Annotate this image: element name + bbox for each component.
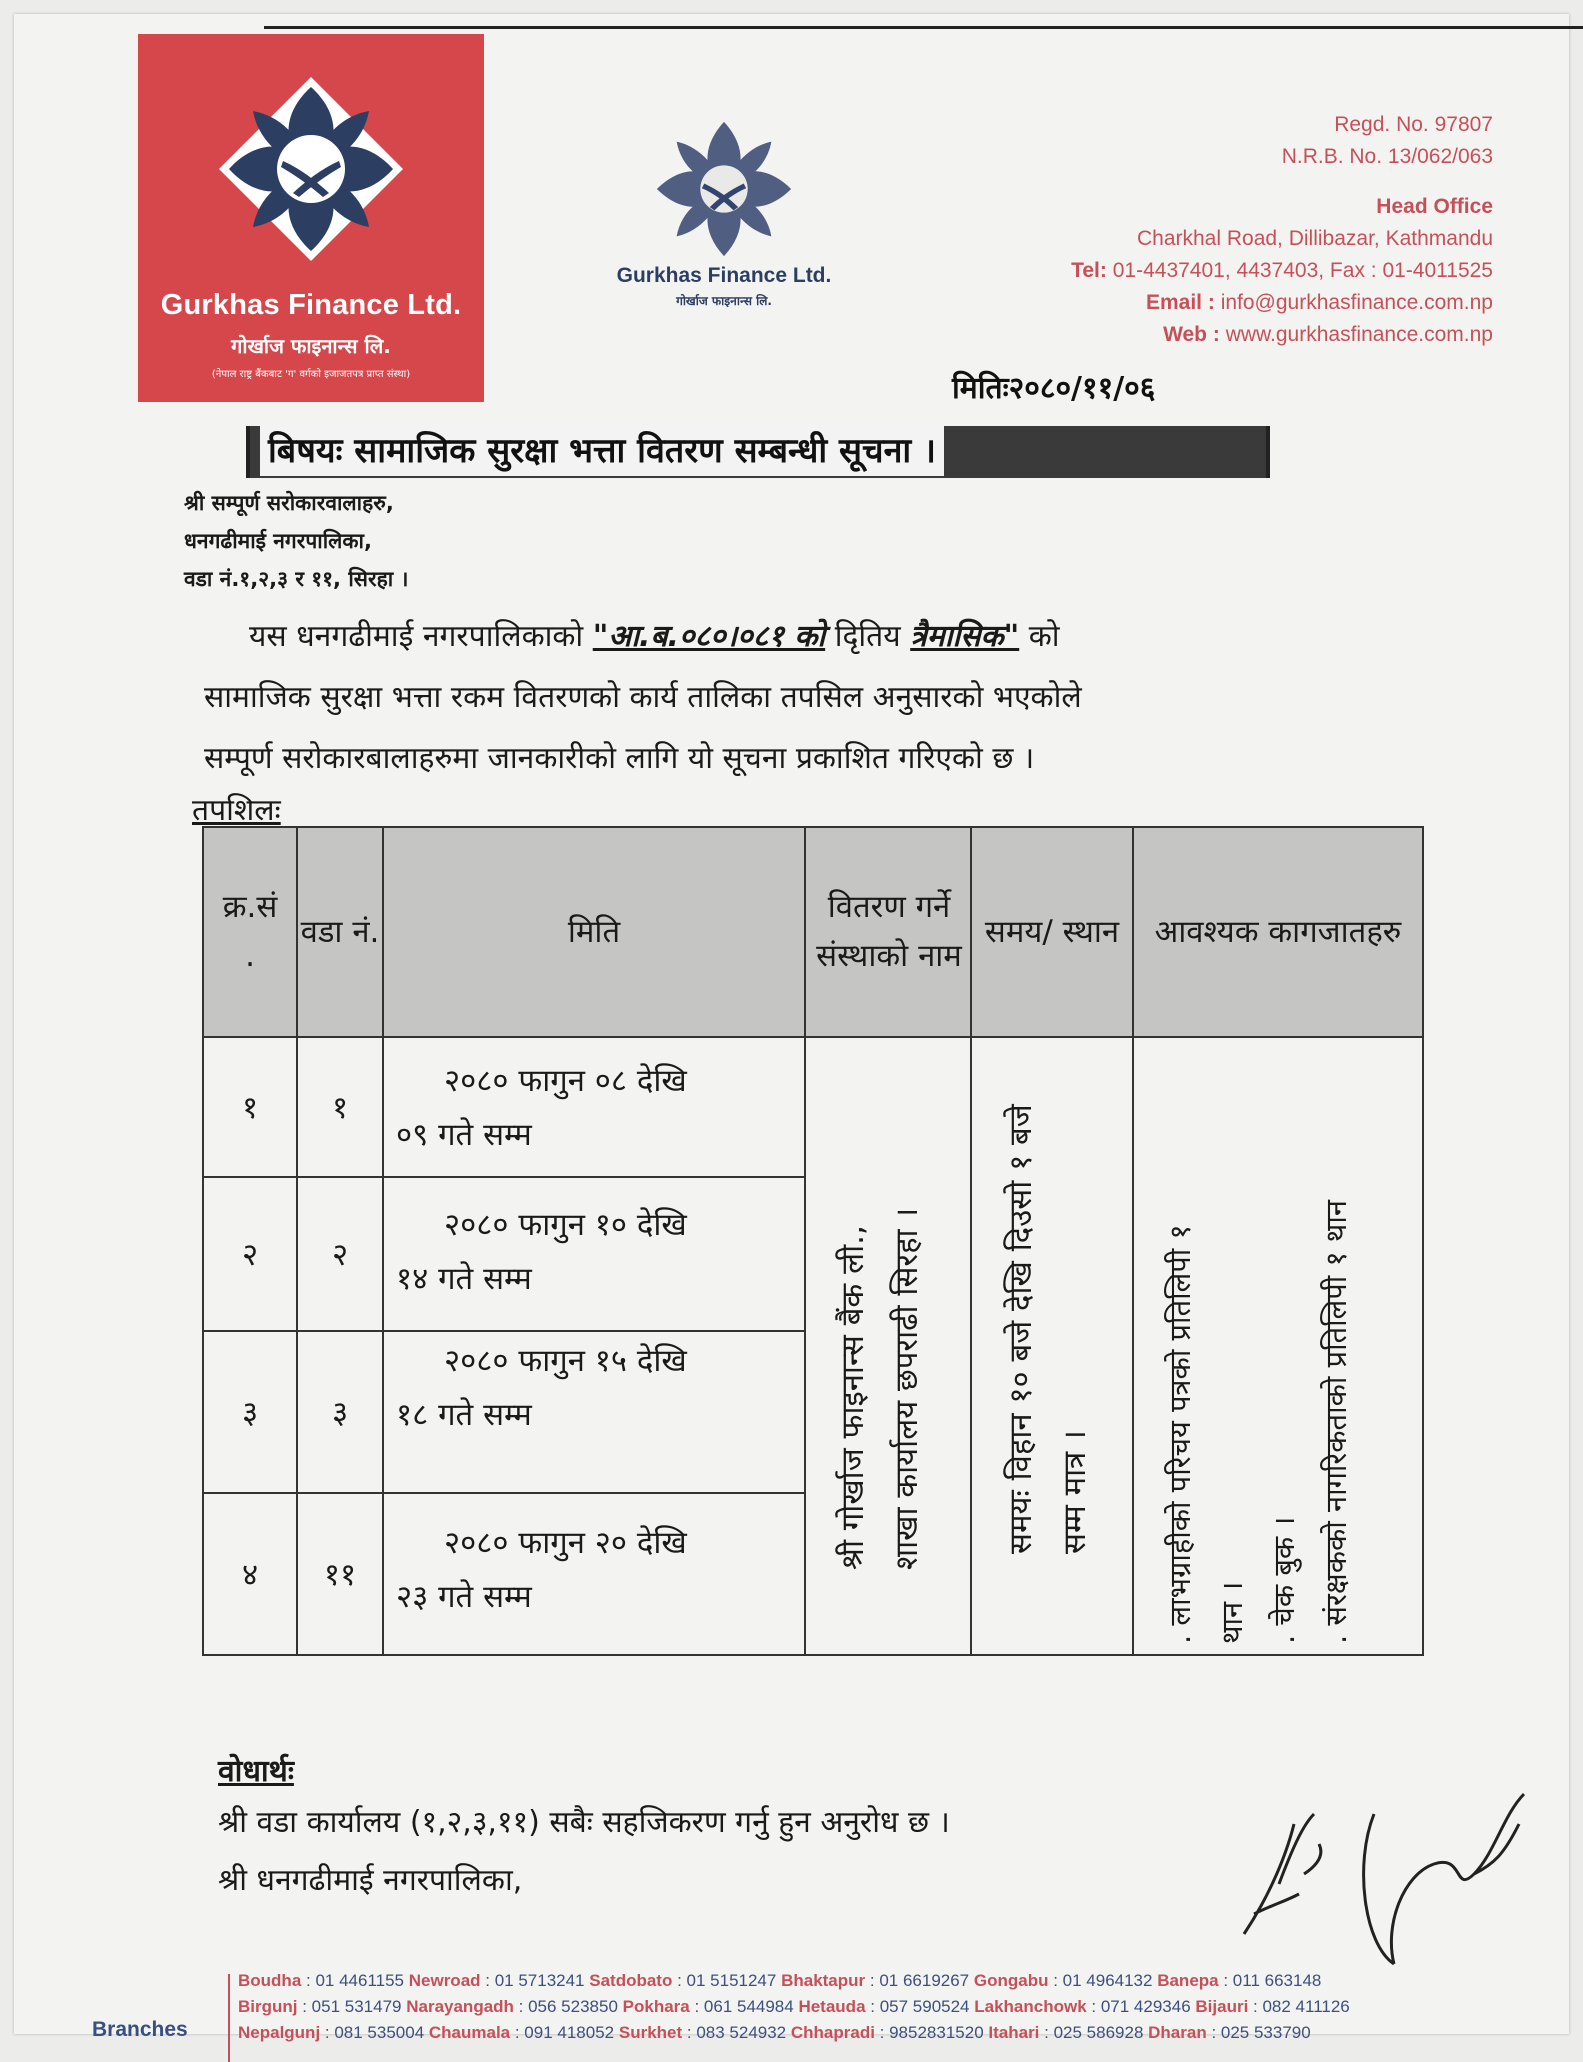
row-1-ward: १ <box>331 1090 349 1126</box>
branch-name: Hetauda <box>798 1997 866 2016</box>
signature-2 <box>1354 1754 1534 1974</box>
header-ward: वडा नं. <box>300 913 380 950</box>
branch-name: Banepa <box>1157 1971 1219 1990</box>
branch-phone: : 083 524932 <box>682 2023 791 2042</box>
body-line-2: सामाजिक सुरक्षा भत्ता रकम वितरणको कार्य तालिका तपसिल अनुसारको भएकोले <box>204 680 1082 715</box>
recipient-line: श्री सम्पूर्ण सरोकारवालाहरु, <box>184 491 394 515</box>
branch-name: Chhapradi <box>790 2023 875 2042</box>
row-2-date: २०८० फागुन १० देखि १४ गते सम्म <box>396 1207 687 1297</box>
signature-1 <box>1224 1784 1344 1944</box>
notice-date: मितिः२०८०/११/०६ <box>952 371 1156 406</box>
cc-lines <box>218 1794 950 1910</box>
email-line: Email : info@gurkhasfinance.com.np <box>1145 291 1493 314</box>
branch-phone: : 071 429346 <box>1086 1997 1196 2016</box>
distribution-schedule-table <box>202 826 1424 1656</box>
branches-row <box>238 1968 1568 1994</box>
header-date: मिति <box>567 913 621 950</box>
row-2-ward: २ <box>331 1237 349 1273</box>
top-rule <box>264 26 1583 29</box>
telephone-line: Tel: 01-4437401, 4437403, Fax : 01-4011525 <box>1071 259 1493 282</box>
branches-label: Branches <box>92 2018 188 2041</box>
branch-phone: : 091 418052 <box>510 2023 619 2042</box>
center-logo-name-ne: गोर्खाज फाइनान्स लि. <box>676 294 772 308</box>
row-1-serial: १ <box>241 1090 259 1126</box>
lotus-khukuri-logo-icon <box>211 69 411 269</box>
required-documents-cell: . लाभग्राहीको परिचय पत्रको प्रतिलिपी १ थान । . चेक बुक । . संरक्षकको नागरिकताको प्रतिलिपी १ थान <box>1163 1200 1353 1644</box>
regd-number: Regd. No. 97807 <box>1334 113 1493 136</box>
recipient-line: धनगढीमाई नगरपालिका, <box>184 529 372 553</box>
head-office-label: Head Office <box>1376 195 1493 218</box>
cc-line-1: श्री वडा कार्यालय (१,२,३,११) सबैः सहजिकरण गर्नु हुन अनुरोध छ । <box>218 1805 950 1840</box>
center-logo <box>604 114 844 314</box>
branch-name: Dharan <box>1148 2023 1207 2042</box>
body-line-3: सम्पूर्ण सरोकारबालाहरुमा जानकारीको लागि यो सूचना प्रकाशित गरिएको छ । <box>204 741 1035 776</box>
row-4-serial: ४ <box>241 1557 259 1593</box>
time-place-cell: समयः विहान १० बजे देखि दिउसो १ बजे सम्म मात्र । <box>1003 1104 1093 1554</box>
document-page <box>14 14 1569 2034</box>
body-line-1: यस धनगढीमाई नगरपालिकाको "आ.ब.०८०।०८१ को दृितिय त्रैमासिक" को <box>249 619 1060 654</box>
branches-row <box>238 2020 1568 2046</box>
branch-phone: : 9852831520 <box>874 2023 989 2042</box>
header-organization: वितरण गर्ने संस्थाको नाम <box>816 889 962 974</box>
footer-divider <box>228 1974 230 2062</box>
row-1-date: २०८० फागुन ०८ देखि ०९ गते सम्म <box>396 1063 687 1153</box>
branch-phone: : 01 5151247 <box>672 1971 782 1990</box>
branch-phone: : 057 590524 <box>865 1997 975 2016</box>
row-2-serial: २ <box>241 1237 259 1273</box>
schedule-label: तपशिलः <box>192 793 281 828</box>
center-logo-name-en: Gurkhas Finance Ltd. <box>616 264 832 287</box>
recipients <box>184 484 408 598</box>
cc-label: वोधार्थः <box>218 1754 294 1789</box>
branch-phone: : 025 586928 <box>1039 2023 1149 2042</box>
company-logo-block <box>138 34 484 402</box>
branch-name: Narayangadh <box>406 1997 514 2016</box>
branches-row <box>238 1994 1568 2020</box>
cc-line-2: श्री धनगढीमाई नगरपालिका, <box>218 1863 523 1898</box>
header-serial: क्र.सं . <box>222 889 278 974</box>
branch-name: Boudha <box>238 1971 302 1990</box>
branches-list <box>238 1968 1568 2046</box>
row-4-ward: ११ <box>323 1557 357 1593</box>
branch-phone: : 025 533790 <box>1206 2023 1311 2042</box>
row-3-date: २०८० फागुन १५ देखि १८ गते सम्म <box>396 1343 687 1433</box>
branch-name: Bhaktapur <box>781 1971 866 1990</box>
office-address: Charkhal Road, Dillibazar, Kathmandu <box>1136 227 1493 250</box>
branch-phone: : 01 4964132 <box>1048 1971 1158 1990</box>
branch-phone: : 056 523850 <box>513 1997 623 2016</box>
branch-phone: : 01 6619267 <box>865 1971 974 1990</box>
branch-name: Pokhara <box>622 1997 690 2016</box>
branch-name: Gongabu <box>973 1971 1049 1990</box>
branch-name: Itahari <box>988 2023 1040 2042</box>
branch-phone: : 051 531479 <box>297 1997 407 2016</box>
company-name-ne: गोर्खाज फाइनान्स लि. <box>231 334 391 358</box>
branch-name: Bijauri <box>1195 1997 1249 2016</box>
company-subtitle: (नेपाल राष्ट्र बैंकबाट 'ग' वर्गको इजाजतपत्र प्राप्त संस्था) <box>211 369 411 380</box>
branch-name: Newroad <box>408 1971 481 1990</box>
nrb-number: N.R.B. No. 13/062/063 <box>1281 145 1493 168</box>
notice-subject: बिषयः सामाजिक सुरक्षा भत्ता वितरण सम्बन्धी सूचना । <box>246 426 1270 478</box>
center-lotus-logo-icon <box>644 114 804 264</box>
row-4-date: २०८० फागुन २० देखि २३ गते सम्म <box>396 1525 687 1615</box>
branch-name: Birgunj <box>238 1997 298 2016</box>
branch-phone: : 061 544984 <box>689 1997 799 2016</box>
branch-phone: : 01 5713241 <box>480 1971 590 1990</box>
branch-name: Lakhanchowk <box>974 1997 1087 2016</box>
branch-phone: : 082 411126 <box>1248 1997 1350 2016</box>
notice-body <box>204 606 1384 789</box>
branch-phone: : 011 663148 <box>1218 1971 1322 1990</box>
address-block <box>1071 109 1493 351</box>
organization-cell: श्री गोर्खाज फाइनान्स बैंक ली., शाखा कार्यालय छपराढी सिरहा । <box>835 1207 925 1570</box>
recipient-line: वडा नं.१,२,३ र ११, सिरहा । <box>184 567 409 591</box>
company-name-en: Gurkhas Finance Ltd. <box>160 289 462 321</box>
branch-phone: : 01 4461155 <box>301 1971 409 1990</box>
branch-name: Satdobato <box>589 1971 673 1990</box>
row-3-ward: ३ <box>331 1395 349 1431</box>
branch-name: Chaumala <box>428 2023 511 2042</box>
row-3-serial: ३ <box>241 1395 259 1431</box>
header-time-place: समय/ स्थान <box>984 913 1120 950</box>
header-required-documents: आवश्यक कागजातहरु <box>1154 913 1402 950</box>
branch-phone: : 081 535004 <box>320 2023 429 2042</box>
branch-name: Nepalgunj <box>238 2023 321 2042</box>
branch-name: Surkhet <box>618 2023 683 2042</box>
web-line: Web : www.gurkhasfinance.com.np <box>1163 323 1493 346</box>
